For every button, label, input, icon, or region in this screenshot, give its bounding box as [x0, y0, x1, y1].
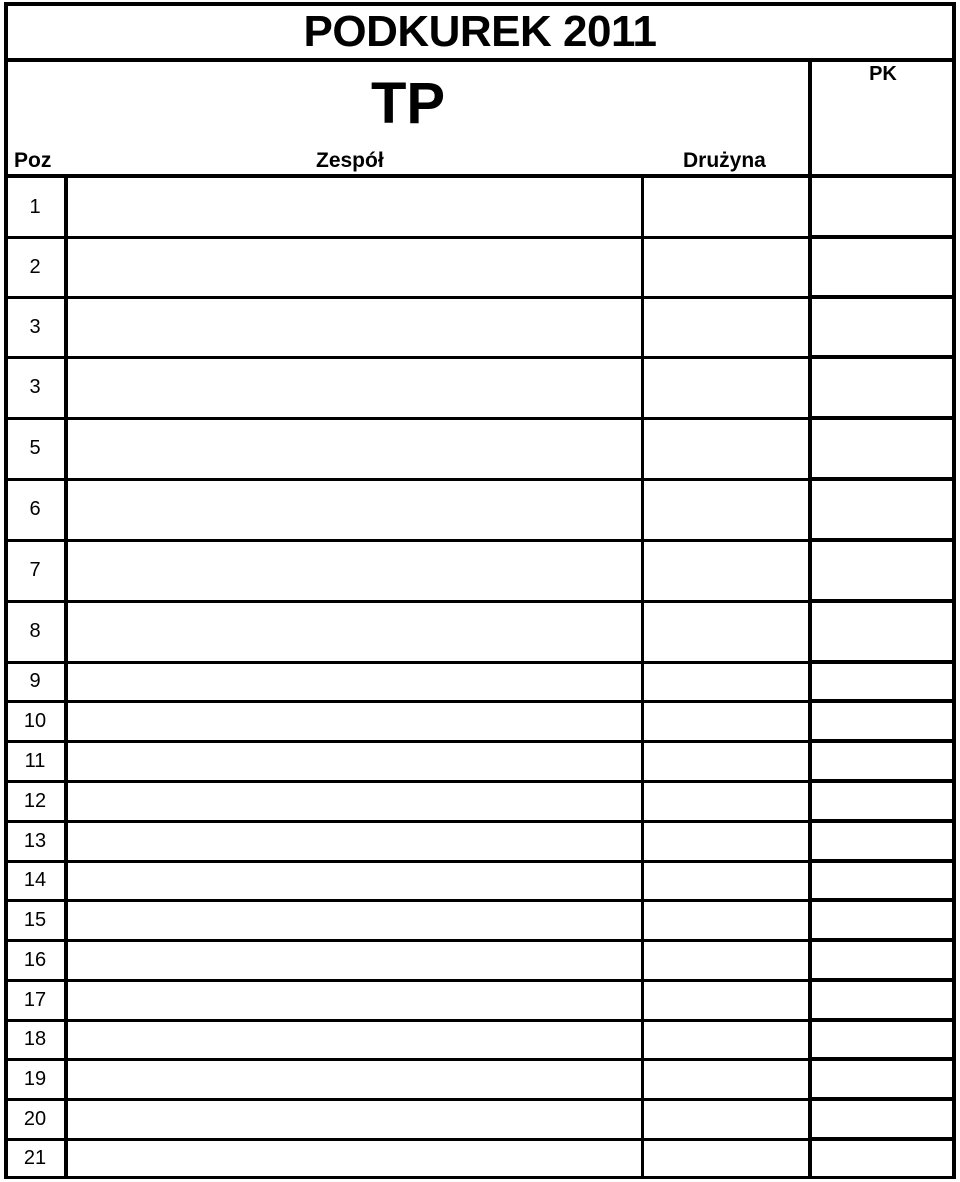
title-separator: [4, 58, 956, 62]
page-title: PODKUREK 2011: [303, 7, 657, 56]
row-number: 19: [23, 1068, 47, 1090]
row-separator: [4, 1098, 808, 1101]
row-separator: [4, 296, 808, 299]
row-number: 1: [29, 196, 41, 218]
zespol-column-right-border: [641, 174, 644, 1179]
pk-cell-separator: [812, 599, 952, 603]
row-number: 5: [29, 437, 41, 459]
row-number: 10: [23, 710, 47, 732]
border-right: [952, 2, 956, 1179]
column-header-druzyna: Drużyna: [683, 149, 766, 172]
row-separator: [4, 1019, 808, 1022]
row-separator: [4, 939, 808, 942]
column-header-poz: Poz: [14, 149, 52, 172]
row-number: 3: [29, 376, 41, 398]
pk-cell-separator: [812, 295, 952, 299]
pk-cell-separator: [812, 699, 952, 703]
row-separator: [4, 780, 808, 783]
row-number: 17: [23, 989, 47, 1011]
pk-cell-separator: [812, 174, 952, 178]
row-separator: [4, 356, 808, 359]
category-title: TP: [370, 71, 446, 136]
row-number: 20: [23, 1108, 47, 1130]
row-separator: [4, 236, 808, 239]
pk-cell-separator: [812, 355, 952, 359]
pk-cell-separator: [812, 739, 952, 743]
pk-cell-separator: [812, 538, 952, 542]
row-number: 7: [29, 559, 41, 581]
pk-cell-separator: [812, 416, 952, 420]
pk-cell-separator: [812, 1097, 952, 1101]
row-separator: [4, 979, 808, 982]
pk-cell-separator: [812, 1137, 952, 1141]
pk-cell-separator: [812, 898, 952, 902]
row-number: 6: [29, 498, 41, 520]
pk-cell-separator: [812, 1018, 952, 1022]
pk-header: PK: [869, 63, 897, 85]
pk-cell-separator: [812, 779, 952, 783]
pk-cell-separator: [812, 235, 952, 239]
pk-cell-separator: [812, 938, 952, 942]
row-number: 15: [23, 909, 47, 931]
row-separator: [4, 539, 808, 542]
row-number: 11: [24, 750, 46, 772]
pk-cell-separator: [812, 477, 952, 481]
row-separator: [4, 740, 808, 743]
border-top: [4, 2, 956, 6]
row-separator: [4, 1138, 808, 1141]
row-number: 21: [23, 1147, 47, 1169]
pk-cell-separator: [812, 660, 952, 664]
column-header-zespol: Zespół: [316, 149, 384, 172]
pk-cell-separator: [812, 819, 952, 823]
row-separator: [4, 1058, 808, 1061]
border-bottom: [4, 1176, 956, 1179]
row-number: 12: [23, 790, 47, 812]
row-separator: [4, 860, 808, 863]
row-number: 2: [29, 256, 41, 278]
row-number: 13: [23, 830, 47, 852]
row-separator: [4, 600, 808, 603]
pk-column-left-border: [808, 58, 812, 1179]
row-separator: [4, 700, 808, 703]
row-separator: [4, 417, 808, 420]
row-number: 9: [29, 670, 41, 692]
row-number: 14: [23, 869, 47, 891]
pk-cell-separator: [812, 978, 952, 982]
pk-cell-separator: [812, 1057, 952, 1061]
row-separator: [4, 820, 808, 823]
pk-cell-separator: [812, 859, 952, 863]
header-row-bottom: [4, 174, 808, 178]
row-separator: [4, 661, 808, 664]
row-separator: [4, 478, 808, 481]
row-number: 8: [29, 620, 41, 642]
row-separator: [4, 899, 808, 902]
row-number: 16: [23, 949, 47, 971]
row-number: 18: [23, 1028, 47, 1050]
row-number: 3: [29, 316, 41, 338]
